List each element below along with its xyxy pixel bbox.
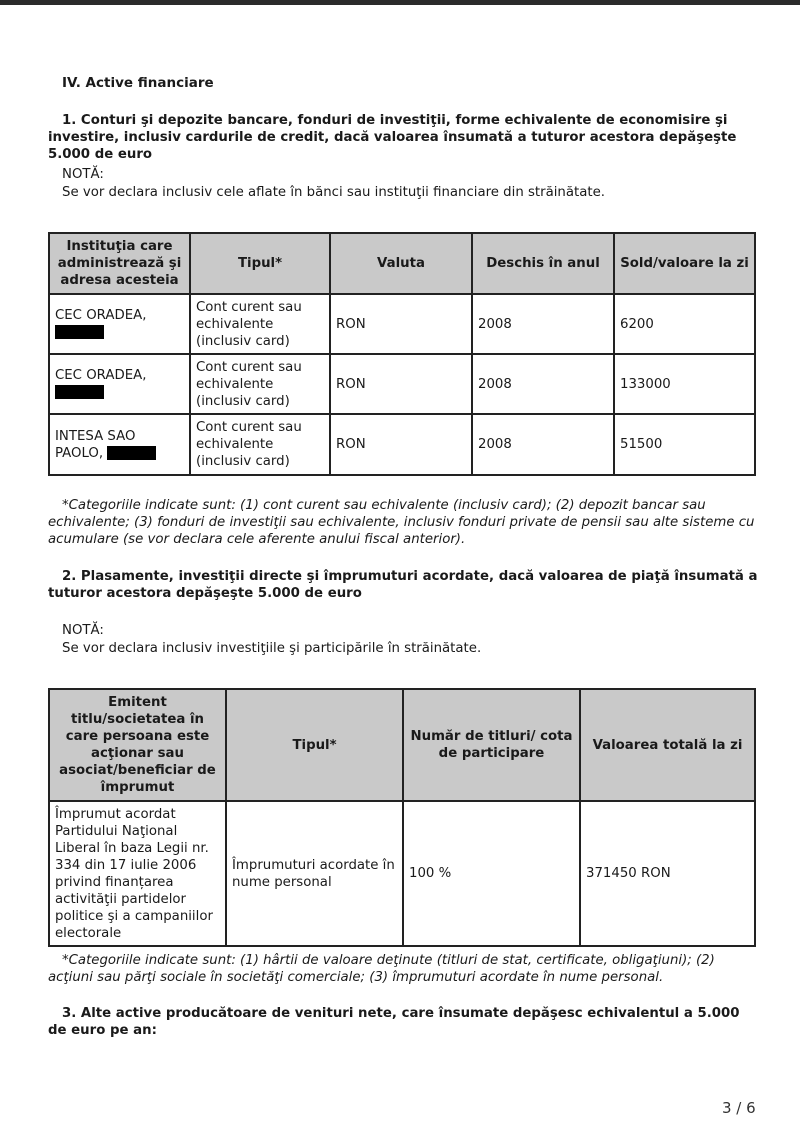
page-number: 3 / 6 (722, 1099, 756, 1117)
opened-year-cell: 2008 (472, 354, 614, 414)
section3-heading: 3. Alte active producătoare de venituri nete, care însumate depăşesc echivalentul a 5.000 de euro pe an: (48, 1006, 740, 1038)
section2-note-text: Se vor declara inclusiv investiţiile şi participările în străinătate. (62, 641, 482, 656)
share-cell: 100 % (403, 801, 580, 946)
value-cell: 371450 RON (580, 801, 755, 946)
table-row (49, 414, 755, 475)
balance-cell: 133000 (614, 354, 755, 414)
column-header: Emitent titlu/societatea în care persoana este acţionar sau asociat/beneficiar de împrumut (49, 689, 226, 801)
institution-cell (49, 294, 190, 354)
redacted-address (107, 446, 156, 460)
section-title: IV. Active financiare (62, 75, 214, 91)
balance-cell: 6200 (614, 294, 755, 354)
column-header: Sold/valoare la zi (614, 233, 755, 294)
section1-note-text: Se vor declara inclusiv cele aflate în bănci sau instituţii financiare din străinătate. (62, 185, 605, 200)
opened-year-cell: 2008 (472, 414, 614, 475)
column-header: Valoarea totală la zi (580, 689, 755, 801)
institution-cell (49, 414, 190, 475)
institution-name: INTESA SAO PAOLO, (55, 428, 136, 461)
table-row (49, 294, 755, 354)
redacted-address (55, 385, 104, 399)
type-cell: Cont curent sau echivalente (inclusiv card) (190, 354, 330, 414)
column-header: Deschis în anul (472, 233, 614, 294)
issuer-cell: Împrumut acordat Partidului Naţional Liberal în baza Legii nr. 334 din 17 iulie 2006 privind finanțarea activităţii partidelor politice şi a campaniilor electorale (49, 801, 226, 946)
top-bar (0, 0, 800, 5)
column-header: Număr de titluri/ cota de participare (403, 689, 580, 801)
table-header-row (49, 689, 755, 801)
table-header-row (49, 233, 755, 294)
institution-cell (49, 354, 190, 414)
currency-cell: RON (330, 354, 472, 414)
balance-cell: 51500 (614, 414, 755, 475)
column-header: Instituţia care administrează şi adresa acesteia (49, 233, 190, 294)
column-header: Tipul* (190, 233, 330, 294)
section2-heading: 2. Plasamente, investiţii directe şi împrumuturi acordate, dacă valoarea de piaţă însumată a tuturor acestora depăşeşte 5.000 de euro (48, 569, 758, 601)
section1-heading: 1. Conturi şi depozite bancare, fonduri de investiţii, forme echivalente de economisire şi investire, inclusiv cardurile de credit, dacă valoarea însumată a tuturor acestora depăşeşte 5.000 de euro (48, 113, 737, 162)
section1-footnote: *Categoriile indicate sunt: (1) cont curent sau echivalente (inclusiv card); (2) depozit bancar sau echivalente; (3) fonduri de investiţii sau echivalente, inclusiv fonduri private de pensii sau alte sisteme cu acumulare (se vor declara cele aferente anului fiscal anterior). (48, 498, 755, 547)
redacted-address (55, 325, 104, 339)
institution-name: CEC ORADEA, (55, 368, 147, 383)
opened-year-cell: 2008 (472, 294, 614, 354)
type-cell: Cont curent sau echivalente (inclusiv card) (190, 414, 330, 475)
type-cell: Cont curent sau echivalente (inclusiv card) (190, 294, 330, 354)
section2-footnote: *Categoriile indicate sunt: (1) hârtii de valoare deţinute (titluri de stat, certificate, obligaţiuni); (2) acţiuni sau părţi sociale în societăţi comerciale; (3) împrumuturi acordate în nume personal. (48, 953, 715, 985)
column-header: Tipul* (226, 689, 403, 801)
section2-note-label: NOTĂ: (62, 623, 104, 638)
institution-name: CEC ORADEA, (55, 308, 147, 323)
investments-table (48, 688, 756, 947)
section1-note-label: NOTĂ: (62, 167, 104, 182)
bank-accounts-table (48, 232, 756, 476)
type-cell: Împrumuturi acordate în nume personal (226, 801, 403, 946)
table-row (49, 801, 755, 946)
currency-cell: RON (330, 414, 472, 475)
column-header: Valuta (330, 233, 472, 294)
currency-cell: RON (330, 294, 472, 354)
table-row (49, 354, 755, 414)
